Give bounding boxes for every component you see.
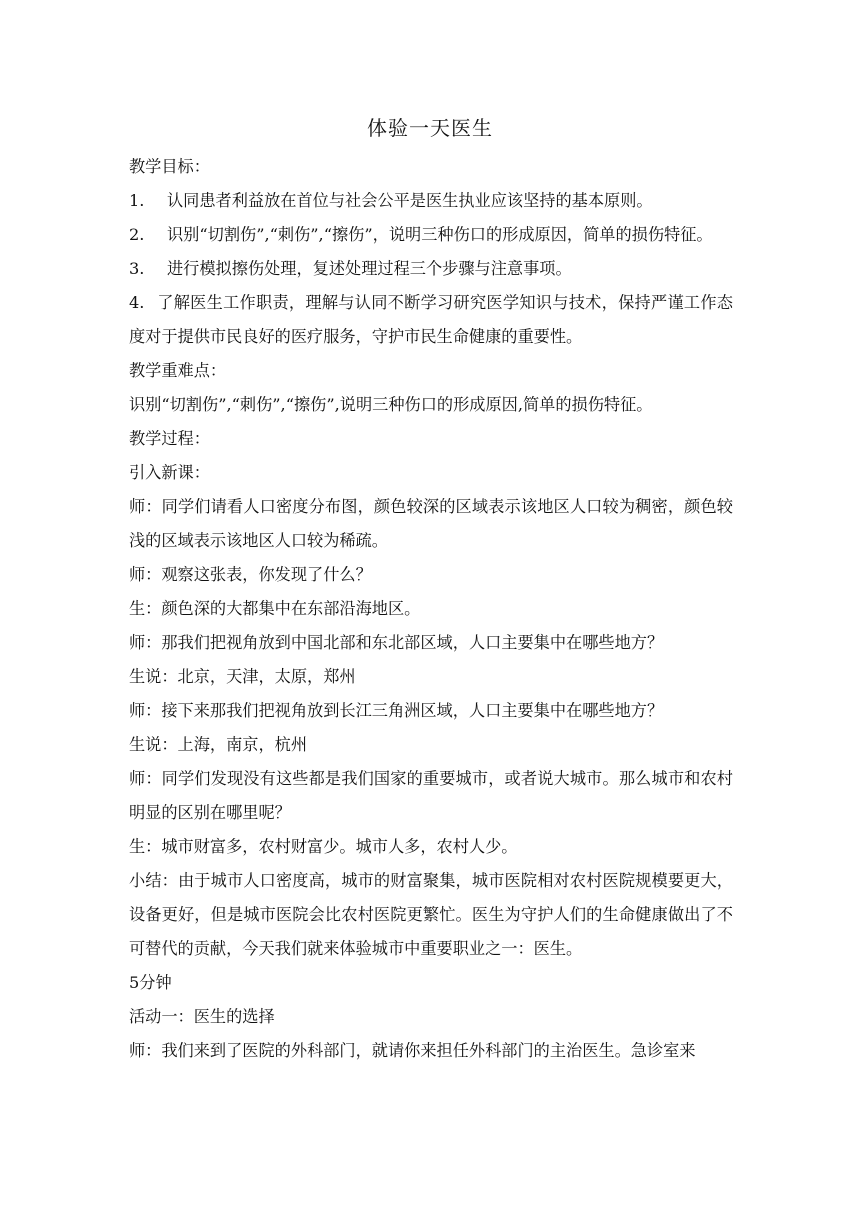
objective-number: 1. xyxy=(129,191,145,210)
keypoints-text: 识别“切割伤”,“刺伤”,“擦伤”,说明三种伤口的形成原因,简单的损伤特征。 xyxy=(129,395,653,414)
intro-heading: 引入新课： xyxy=(129,463,210,482)
objective-number: 3. xyxy=(129,259,145,278)
objective-text: 识别“切割伤”,“刺伤”,“擦伤”，说明三种伤口的形成原因，简单的损伤特征。 xyxy=(167,225,713,244)
dialogue-line: 师：观察这张表，你发现了什么？ xyxy=(129,565,372,584)
dialogue-line: 师：同学们请看人口密度分布图，颜色较深的区域表示该地区人口较为稠密，颜色较浅的区域表示该地区人口较为稀疏。 xyxy=(129,497,733,550)
document-body xyxy=(129,150,733,1068)
dialogue-line: 师：同学们发现没有这些都是我们国家的重要城市，或者说大城市。那么城市和农村明显的区别在哪里呢？ xyxy=(129,769,733,822)
objective-text: 了解医生工作职责，理解与认同不断学习研究医学知识与技术，保持严谨工作态度对于提供市民良好的医疗服务，守护市民生命健康的重要性。 xyxy=(129,293,733,346)
dialogue-line: 生说：上海，南京，杭州 xyxy=(129,735,308,754)
dialogue-line: 生说：北京，天津，太原，郑州 xyxy=(129,667,356,686)
dialogue-line: 师：接下来那我们把视角放到长江三角洲区域，人口主要集中在哪些地方？ xyxy=(129,701,664,720)
objective-item xyxy=(129,218,733,252)
objectives-heading: 教学目标： xyxy=(129,157,210,176)
objective-item xyxy=(129,252,733,286)
objective-item xyxy=(129,286,733,354)
duration-label: 5分钟 xyxy=(129,973,172,992)
keypoints-heading: 教学重难点： xyxy=(129,361,227,380)
document-title: 体验一天医生 xyxy=(367,116,493,140)
summary-paragraph: 小结：由于城市人口密度高，城市的财富聚集，城市医院相对农村医院规模要更大，设备更好，但是城市医院会比农村医院更繁忙。医生为守护人们的生命健康做出了不可替代的贡献，今天我们就来体验城市中重要职业之一：医生。 xyxy=(129,871,733,958)
objective-text: 进行模拟擦伤处理，复述处理过程三个步骤与注意事项。 xyxy=(167,259,572,278)
activity-heading: 活动一：医生的选择 xyxy=(129,1007,275,1026)
objective-number: 4. xyxy=(129,293,145,312)
objective-item xyxy=(129,184,733,218)
dialogue-line: 师：那我们把视角放到中国北部和东北部区域，人口主要集中在哪些地方？ xyxy=(129,633,664,652)
objective-text: 认同患者利益放在首位与社会公平是医生执业应该坚持的基本原则。 xyxy=(167,191,653,210)
activity-text: 师：我们来到了医院的外科部门，就请你来担任外科部门的主治医生。急诊室来 xyxy=(129,1041,696,1060)
objective-number: 2. xyxy=(129,225,145,244)
dialogue-line: 生：颜色深的大都集中在东部沿海地区。 xyxy=(129,599,421,618)
process-heading: 教学过程： xyxy=(129,429,210,448)
dialogue-line: 生：城市财富多，农村财富少。城市人多，农村人少。 xyxy=(129,837,518,856)
